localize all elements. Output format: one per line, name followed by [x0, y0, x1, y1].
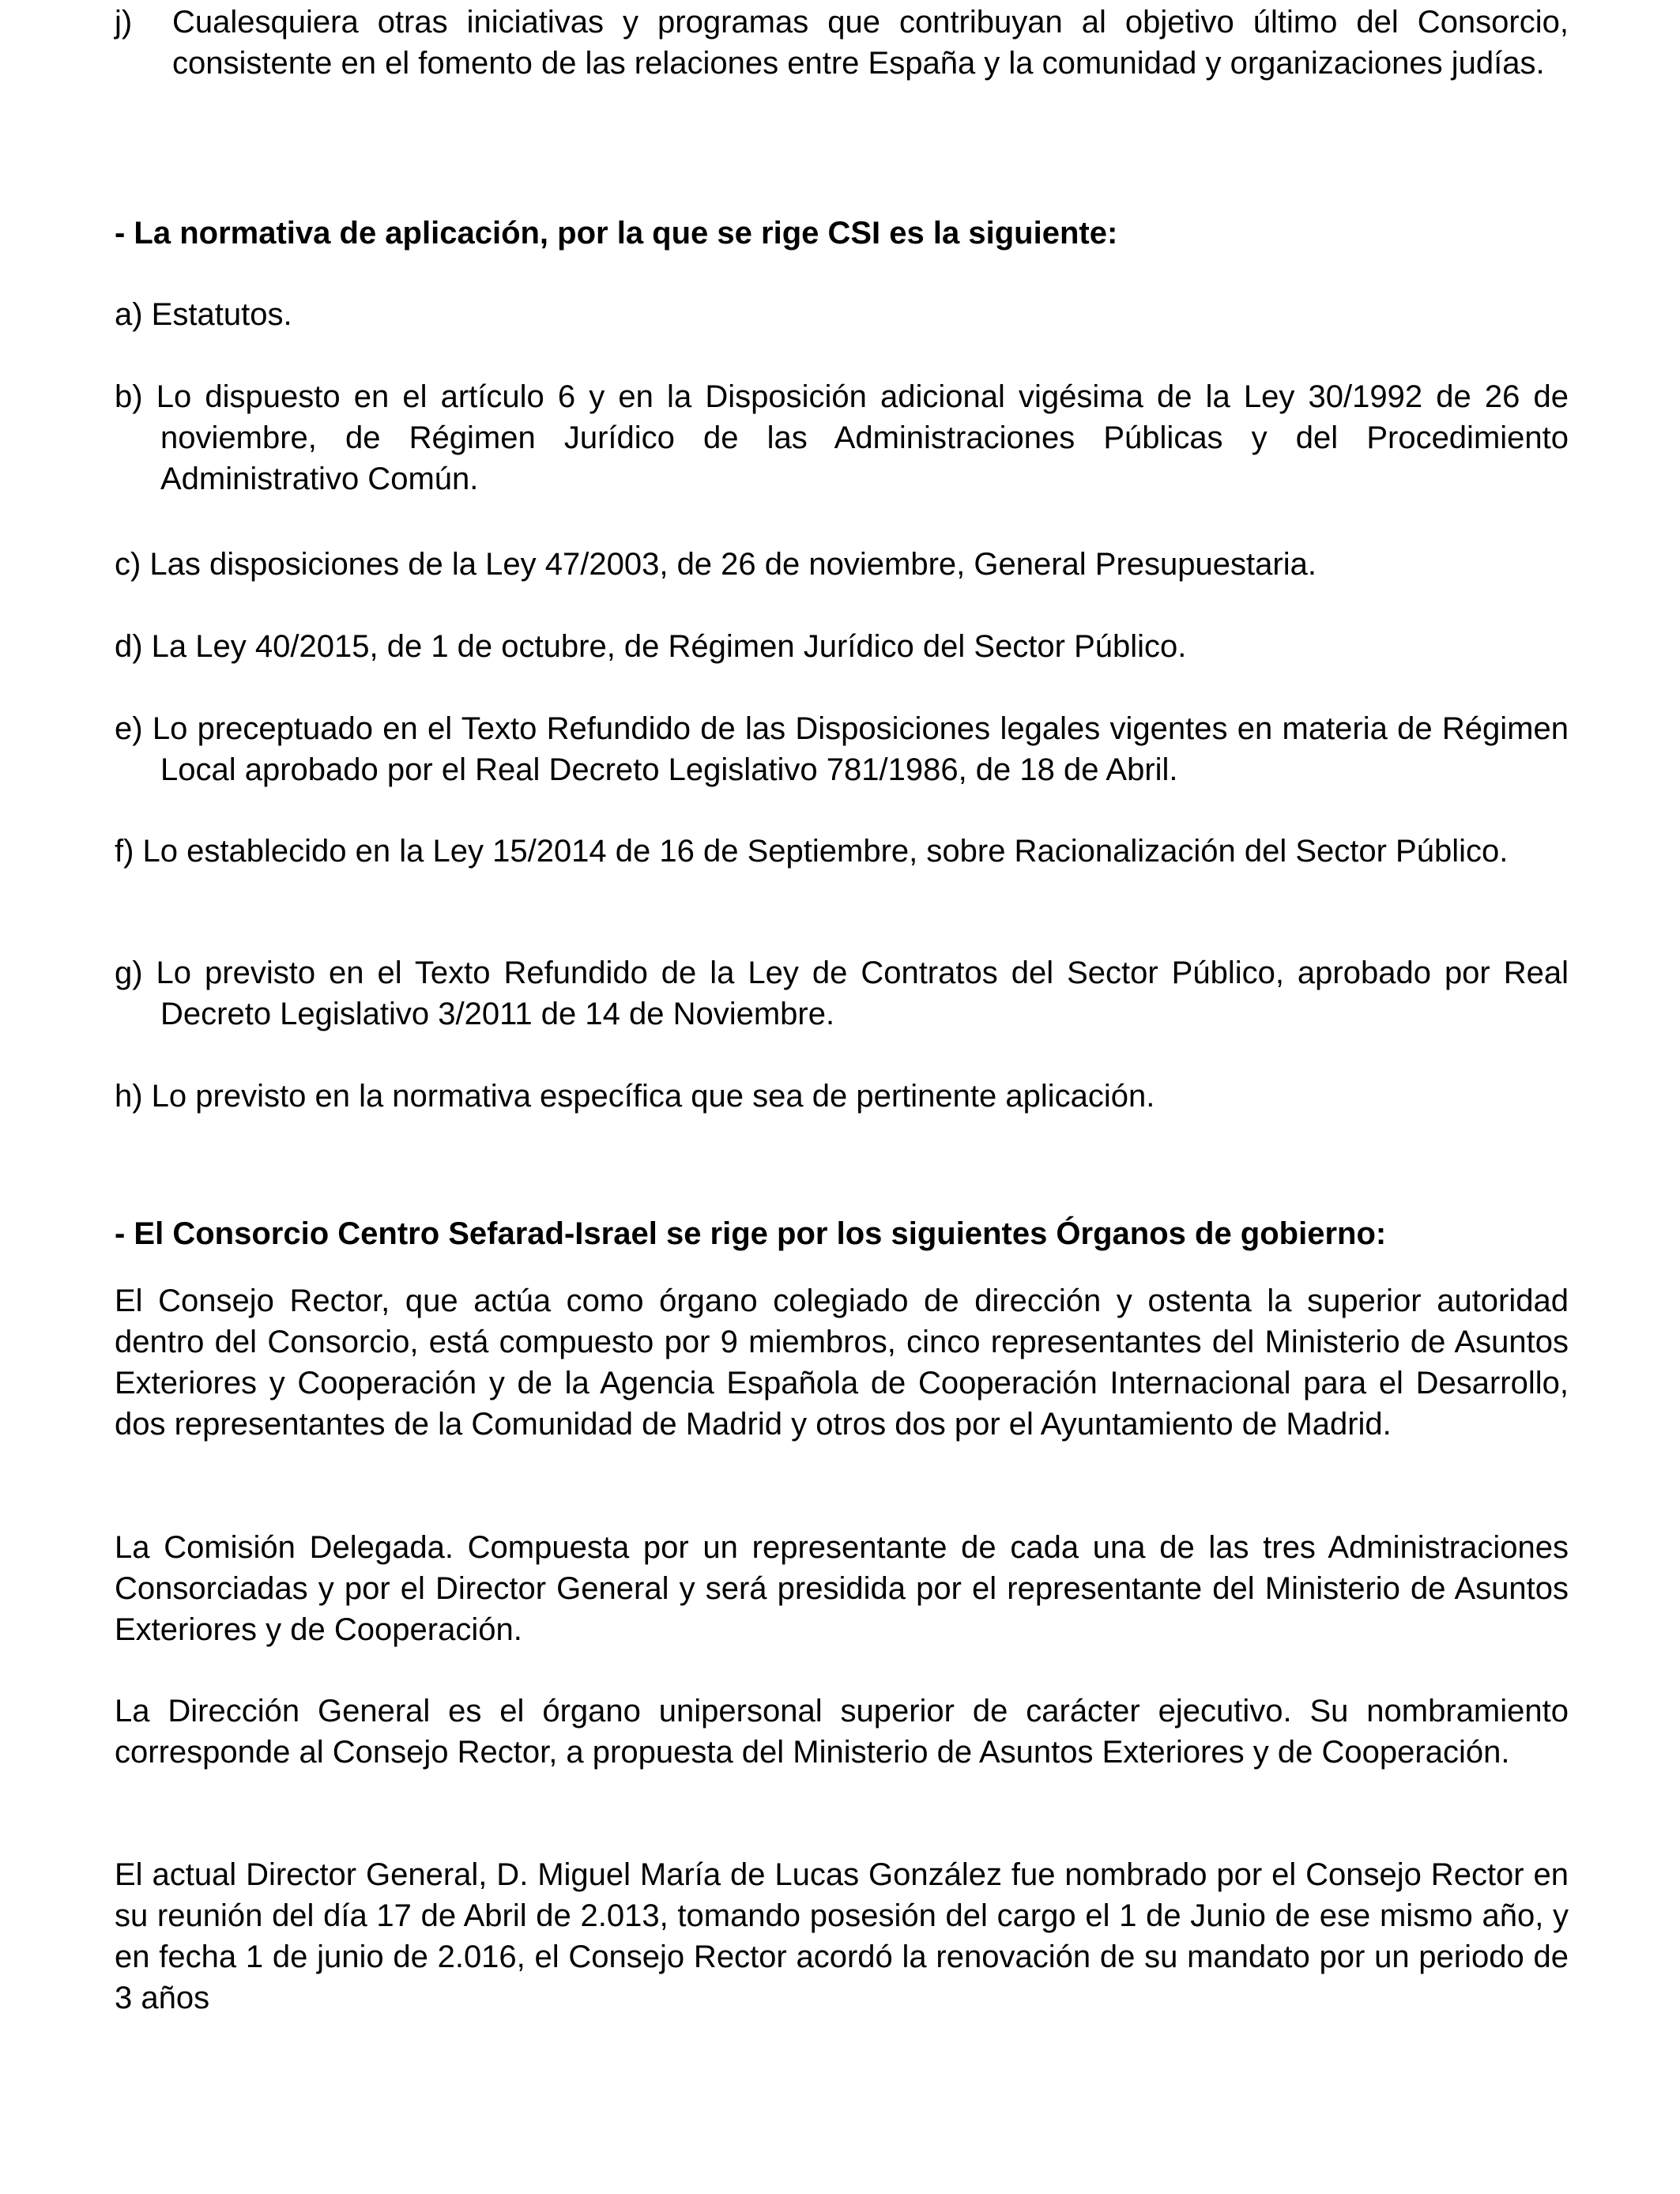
paragraph-consejo-rector: El Consejo Rector, que actúa como órgano colegiado de dirección y ostenta la superior autoridad dentro del Consorcio, está compuesto por 9 miembros, cinco representantes del Ministerio de Asuntos Exteriores y Cooperación y de la Agencia Española de Cooperación Internacional para el Desarrollo, dos representantes de la Comunidad de Madrid y otros dos por el Ayuntamiento de Madrid. — [115, 1284, 1569, 1442]
normativa-item-h: h) Lo previsto en la normativa específica que sea de pertinente aplicación. — [115, 1079, 1155, 1114]
normativa-item-g: g) Lo previsto en el Texto Refundido de la Ley de Contratos del Sector Público, aprobado por Real Decreto Legislativo 3/2011 de 14 de Noviembre. — [115, 956, 1569, 1031]
paragraph-comision-delegada: La Comisión Delegada. Compuesta por un representante de cada una de las tres Administraciones Consorciadas y por el Director General y será presidida por el representante del Ministerio de Asuntos Exteriores y de Cooperación. — [115, 1530, 1569, 1647]
list-item-marker: j) — [115, 5, 133, 40]
section-heading-normativa: - La normativa de aplicación, por la que se rige CSI es la siguiente: — [115, 216, 1118, 251]
normativa-item-e: e) Lo preceptuado en el Texto Refundido de las Disposiciones legales vigentes en materia de Régimen Local aprobado por el Real Decreto Legislativo 781/1986, de 18 de Abril. — [115, 711, 1569, 787]
normativa-item-b: b) Lo dispuesto en el artículo 6 y en la Disposición adicional vigésima de la Ley 30/1992 de 26 de noviembre, de Régimen Jurídico de las Administraciones Públicas y del Procedimiento Administrativo Común. — [115, 379, 1569, 496]
paragraph-director-actual: El actual Director General, D. Miguel María de Lucas González fue nombrado por el Consejo Rector en su reunión del día 17 de Abril de 2.013, tomando posesión del cargo el 1 de Junio de ese mismo año, y en fecha 1 de junio de 2.016, el Consejo Rector acordó la renovación de su mandato por un periodo de 3 años — [115, 1857, 1569, 2015]
normativa-item-f: f) Lo establecido en la Ley 15/2014 de 16 de Septiembre, sobre Racionalización del Sector Público. — [115, 834, 1509, 869]
normativa-item-d: d) La Ley 40/2015, de 1 de octubre, de Régimen Jurídico del Sector Público. — [115, 629, 1187, 664]
section-heading-organos: - El Consorcio Centro Sefarad-Israel se rige por los siguientes Órganos de gobierno: — [115, 1216, 1387, 1251]
normativa-item-c: c) Las disposiciones de la Ley 47/2003, de 26 de noviembre, General Presupuestaria. — [115, 547, 1317, 582]
list-item-text: Cualesquiera otras iniciativas y programas que contribuyan al objetivo último del Consorcio, consistente en el fomento de las relaciones entre España y la comunidad y organizaciones judías. — [172, 5, 1569, 81]
list-item-j — [115, 2, 1569, 84]
paragraph-direccion-general: La Dirección General es el órgano unipersonal superior de carácter ejecutivo. Su nombramiento corresponde al Consejo Rector, a propuesta del Ministerio de Asuntos Exteriores y de Cooperación. — [115, 1694, 1569, 1770]
normativa-item-a: a) Estatutos. — [115, 297, 292, 332]
